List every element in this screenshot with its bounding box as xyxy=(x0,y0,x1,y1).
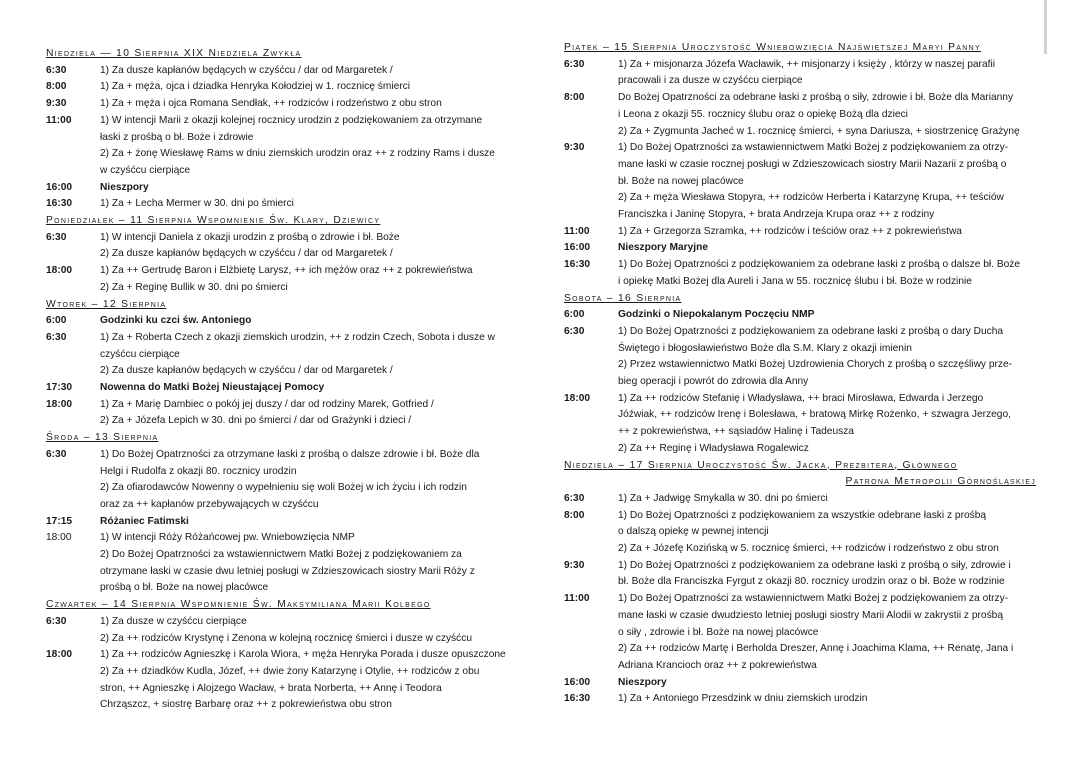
day-heading xyxy=(46,297,516,314)
intentions xyxy=(618,591,1050,675)
intentions xyxy=(618,90,1050,140)
intention-text: 2) Za + Józefę Kozińską w 5. rocznicę śmierci, ++ rodziców i rodzeństwo z obu stron xyxy=(618,543,999,555)
day-heading-line: Niedziela – 17 Sierpnia Uroczystość Św. Jacka, Prezbitera, Głównego xyxy=(564,459,958,471)
intentions xyxy=(618,491,1050,508)
intention-text: 1) W intencji Marii z okazji kolejnej rocznicy urodzin z podziękowaniem za otrzymane łaski z prośbą o bł. Boże i zdrowie xyxy=(100,114,483,143)
mass-time: 6:30 xyxy=(564,58,585,70)
day-heading-line: Czwartek – 14 Sierpnia Wspomnienie Św. Maksymiliana Marii Kolbego xyxy=(46,599,431,611)
intention-text: 1) Do Bożej Opatrzności za wstawiennictwem Matki Bożej z podziękowaniem za otrzy- mane łaski w czasie rocznej posługi w Zdzieszowicach siostry Marii Nazarii z prośbą o bł. Boże na nowej placówce xyxy=(618,142,1009,187)
intention-text: 1) Do Bożej Opatrzności z podziękowaniem za odebrane łaski z prośbą o dalsze bł. Boże i opiekę Matki Bożej dla Aureli i Jana w 55. rocznicę ślubu i bł. Boże w rodzinie xyxy=(618,259,1021,287)
mass-time: 11:00 xyxy=(46,114,72,126)
intention-text: Różaniec Fatimski xyxy=(100,515,189,527)
mass-time: 16:30 xyxy=(564,259,591,271)
intention-text: 1) Za + męża i ojca Romana Sendłak, ++ rodziców i rodzeństwo z obu stron xyxy=(100,98,442,110)
intentions xyxy=(100,614,516,647)
intention-text: 2) Do Bożej Opatrzności za wstawiennictwem Matki Bożej z podziękowaniem za otrzymane łaski w czasie dwu letniej posługi w Zdzieszowicach siostry Marii Róży z prośbą o bł. Boże na nowej placówce xyxy=(100,549,475,594)
day-heading xyxy=(46,46,516,63)
mass-entry xyxy=(46,196,516,213)
day-heading xyxy=(564,40,1050,57)
intention-text: 2) Za + żonę Wiesławę Rams w dniu ziemskich urodzin oraz ++ z rodziny Rams i dusze w czyśćcu cierpiące xyxy=(100,148,495,176)
intentions xyxy=(100,63,516,80)
mass-entry xyxy=(564,140,1050,224)
mass-time: 6:30 xyxy=(46,331,67,343)
day-section xyxy=(564,291,1050,458)
mass-entry xyxy=(46,79,516,96)
intention-text: 2) Za dusze kapłanów będących w czyśćcu / dar od Margaretek / xyxy=(100,248,393,260)
day-section xyxy=(46,213,516,297)
mass-time: 16:00 xyxy=(564,242,591,254)
day-heading-line: Poniedziałek – 11 Sierpnia Wspomnienie Św. Klary, Dziewicy xyxy=(46,215,381,227)
intention-text: 2) Przez wstawiennictwo Matki Bożej Uzdrowienia Chorych z prośbą o szczęśliwy prze- bieg operacji i powrót do zdrowia dla Anny xyxy=(618,359,1013,388)
intentions xyxy=(618,324,1050,391)
day-section xyxy=(46,46,516,213)
mass-entry xyxy=(564,491,1050,508)
day-section xyxy=(46,597,516,714)
intentions xyxy=(618,257,1050,290)
intention-text: 2) Za ofiarodawców Nowenny o wypełnieniu się woli Bożej w ich życiu i ich rodzin oraz za ++ kapłanów przebywających w czyśćcu xyxy=(100,482,467,510)
intentions xyxy=(100,330,516,380)
intention-text: Godzinki ku czci św. Antoniego xyxy=(100,315,252,327)
intention-text: Nowenna do Matki Bożej Nieustającej Pomocy xyxy=(100,382,325,394)
mass-time: 6:30 xyxy=(564,492,585,504)
intention-text: Do Bożej Opatrzności za odebrane łaski z prośbą o siły, zdrowie i bł. Boże dla Marianny i Leona z okazji 55. rocznicy ślubu oraz o opiekę Bożą dla dzieci xyxy=(618,92,1014,120)
day-heading-line: Środa – 13 Sierpnia xyxy=(46,432,159,444)
intention-text: 1) Za + męża, ojca i dziadka Henryka Kołodziej w 1. rocznicę śmierci xyxy=(100,81,410,93)
intention-text: Nieszpory xyxy=(100,181,149,193)
mass-entry xyxy=(46,614,516,647)
intention-text: 2) Za ++ rodziców Krystynę i Zenona w kolejną rocznicę śmierci i dusze w czyśćcu xyxy=(100,632,472,644)
day-heading xyxy=(46,597,516,614)
intentions xyxy=(100,196,516,213)
mass-entry xyxy=(46,380,516,397)
mass-time: 18:00 xyxy=(564,392,591,404)
mass-entry xyxy=(46,230,516,263)
intention-text: 1) Za + Grzegorza Szramka, ++ rodziców i teściów oraz ++ z pokrewieństwa xyxy=(618,225,962,237)
mass-time: 6:00 xyxy=(46,315,67,327)
day-section xyxy=(564,40,1050,291)
intentions xyxy=(618,224,1050,241)
intentions xyxy=(100,647,516,714)
intention-text: 1) Za + Lecha Mermer w 30. dni po śmierci xyxy=(100,198,294,210)
intention-text: 2) Za + Zygmunta Jacheć w 1. rocznicę śmierci, + syna Dariusza, + siostrzenicę Grażynę xyxy=(618,125,1020,137)
intention-text: 1) Do Bożej Opatrzności za otrzymane łaski z prośbą o dalsze zdrowie i bł. Boże dla Helgi i Rudolfa z okazji 80. rocznicy urodzin xyxy=(100,448,480,477)
mass-entry xyxy=(564,224,1050,241)
mass-time: 11:00 xyxy=(564,593,590,605)
intentions xyxy=(100,96,516,113)
intention-text: 1) Za + Antoniego Przesdzink w dniu ziemskich urodzin xyxy=(618,693,868,705)
mass-time: 9:30 xyxy=(564,142,585,154)
mass-entry xyxy=(46,313,516,330)
mass-entry xyxy=(46,514,516,531)
mass-time: 16:00 xyxy=(46,181,73,193)
day-heading-line: Piątek – 15 Sierpnia Uroczystość Wniebowzięcia Najświętszej Maryi Panny xyxy=(564,42,981,53)
mass-entry xyxy=(564,257,1050,290)
intentions xyxy=(618,508,1050,558)
intentions xyxy=(100,380,516,397)
intention-text: 1) Za ++ Gertrudę Baron i Elżbietę Larysz, ++ ich mężów oraz ++ z pokrewieństwa xyxy=(100,265,473,277)
mass-entry xyxy=(46,647,516,714)
mass-entry xyxy=(564,675,1050,692)
right-column xyxy=(564,0,1050,708)
mass-entry xyxy=(564,591,1050,675)
mass-time: 8:00 xyxy=(564,92,585,104)
mass-entry xyxy=(46,180,516,197)
mass-time: 6:00 xyxy=(564,309,585,321)
intention-text: Godzinki o Niepokalanym Poczęciu NMP xyxy=(618,309,815,321)
mass-entry xyxy=(564,57,1050,90)
intentions xyxy=(618,558,1050,591)
intention-text: 1) Za dusze kapłanów będących w czyśćcu / dar od Margaretek / xyxy=(100,64,393,76)
intention-text: Nieszpory Maryjne xyxy=(618,242,709,254)
day-heading xyxy=(564,291,1050,308)
mass-time: 6:30 xyxy=(46,615,67,627)
day-heading xyxy=(564,458,1050,491)
left-column xyxy=(46,0,516,714)
mass-entry xyxy=(564,391,1050,458)
mass-entry xyxy=(46,530,516,597)
day-section xyxy=(46,297,516,431)
mass-time: 9:30 xyxy=(46,98,67,110)
day-heading-line: Niedziela — 10 Sierpnia XIX Niedziela Zwykła xyxy=(46,48,302,59)
intentions xyxy=(100,447,516,514)
intention-text: 1) Za + Jadwigę Smykalla w 30. dni po śmierci xyxy=(618,492,828,504)
intention-text: 2) Za + Józefa Lepich w 30. dni po śmierci / dar od Grażynki i dzieci / xyxy=(100,415,412,427)
intentions xyxy=(100,263,516,296)
intentions xyxy=(100,230,516,263)
day-section xyxy=(564,458,1050,709)
intentions xyxy=(618,57,1050,90)
intention-text: 2) Za ++ dziadków Kudla, Józef, ++ dwie żony Katarzynę i Otylie, ++ rodziców z obu stron, ++ Agnieszkę i Alojzego Wacław, + brata Norberta, ++ Annę i Teodora Chrząszcz, + siostrę Barbarę oraz ++ z pokrewieństwa obu stron xyxy=(100,665,480,711)
mass-entry xyxy=(564,324,1050,391)
intention-text: 1) Za + misjonarza Józefa Wacławik, ++ misjonarzy i księży , którzy w naszej parafii pracowali i za dusze w czyśćcu cierpiące xyxy=(618,58,995,87)
mass-time: 17:15 xyxy=(46,515,73,527)
mass-entry xyxy=(564,240,1050,257)
mass-entry xyxy=(46,330,516,380)
day-heading-line: Patrona Metropolii Górnośląskiej xyxy=(845,476,1036,488)
mass-time: 8:00 xyxy=(564,509,585,521)
intentions xyxy=(618,691,1050,708)
intention-text: 1) W intencji Daniela z okazji urodzin z prośbą o zdrowie i bł. Boże xyxy=(100,231,400,243)
mass-time: 11:00 xyxy=(564,225,590,237)
day-heading-line: Wtorek – 12 Sierpnia xyxy=(46,298,167,310)
intention-text: 2) Za + Reginę Bullik w 30. dni po śmierci xyxy=(100,281,288,293)
mass-time: 6:30 xyxy=(564,325,585,337)
mass-time: 18:00 xyxy=(46,649,73,661)
intentions xyxy=(100,397,516,430)
day-heading xyxy=(46,213,516,230)
intention-text: 1) Do Bożej Opatrzności z podziękowaniem za wszystkie odebrane łaski z prośbą o dalszą opiekę w pewnej intencji xyxy=(618,509,987,538)
intention-text: 2) Za ++ Reginę i Władysława Rogalewicz xyxy=(618,442,809,454)
mass-time: 16:30 xyxy=(46,198,73,210)
intention-text: 1) Za ++ rodziców Agnieszkę i Karola Wiora, + męża Henryka Porada i dusze opuszczone xyxy=(100,649,506,661)
mass-time: 17:30 xyxy=(46,382,73,394)
intentions xyxy=(100,313,516,330)
mass-time: 18:00 xyxy=(46,265,73,277)
intention-text: 1) Do Bożej Opatrzności z podziękowaniem za odebrane łaski z prośbą o siły, zdrowie i bł. Boże dla Franciszka Fyrgut z okazji 80. rocznicy urodzin oraz o bł. Boże w rodzinie xyxy=(618,559,1011,588)
mass-time: 8:00 xyxy=(46,81,67,93)
intention-text: 1) Za ++ rodziców Stefanię i Władysława, ++ braci Mirosława, Edwarda i Jerzego Jóźwiak, ++ rodziców Irenę i Bolesława, + bratową Mirkę Rożenko, + szwagra Jerzego, ++ z pokrewieństwa, ++ sąsiadów Halinę i Tadeusza xyxy=(618,392,1011,438)
intentions xyxy=(100,113,516,180)
intention-text: 2) Za ++ rodziców Martę i Berholda Dreszer, Annę i Joachima Klama, ++ Renatę, Jana i Adriana Krancioch oraz ++ z pokrewieństwa xyxy=(618,643,1014,671)
mass-entry xyxy=(564,90,1050,140)
mass-entry xyxy=(46,63,516,80)
intentions xyxy=(100,180,516,197)
mass-entry xyxy=(46,447,516,514)
intention-text: 2) Za + męża Wiesława Stopyra, ++ rodziców Herberta i Katarzynę Krupa, ++ teściów Franciszka i Janinę Stopyra, + brata Andrzeja Krupa oraz ++ z rodziny xyxy=(618,192,1004,221)
mass-entry xyxy=(564,691,1050,708)
mass-time: 18:00 xyxy=(46,532,72,544)
intentions xyxy=(618,240,1050,257)
day-heading-line: Sobota – 16 Sierpnia xyxy=(564,292,682,304)
mass-time: 16:30 xyxy=(564,693,591,705)
mass-entry xyxy=(564,307,1050,324)
intention-text: 1) Za + Roberta Czech z okazji ziemskich urodzin, ++ z rodzin Czech, Sobota i dusze w czyśćcu cierpiące xyxy=(100,331,495,360)
intentions xyxy=(100,79,516,96)
mass-entry xyxy=(564,508,1050,558)
intentions xyxy=(618,675,1050,692)
intention-text: 1) W intencji Róży Różańcowej pw. Wniebowzięcia NMP xyxy=(100,532,355,544)
mass-time: 6:30 xyxy=(46,231,67,243)
intention-text: 1) Za + Marię Dambiec o pokój jej duszy / dar od rodziny Marek, Gotfried / xyxy=(100,398,434,410)
mass-time: 18:00 xyxy=(46,398,73,410)
mass-entry xyxy=(46,113,516,180)
intention-text: Nieszpory xyxy=(618,676,667,688)
mass-time: 6:30 xyxy=(46,448,67,460)
intention-text: 1) Do Bożej Opatrzności z podziękowaniem za odebrane łaski z prośbą o dary Ducha Świętego i błogosławieństwo Boże dla S.M. Klary z okazji imienin xyxy=(618,325,1004,354)
intention-text: 1) Do Bożej Opatrzności za wstawiennictwem Matki Bożej z podziękowaniem za otrzy- mane łaski w czasie dwudziesto letniej posługi siostry Marii Alodii w zakrystii z prośbą o siły , zdrowie i bł. Boże na nowej placówce xyxy=(618,593,1009,638)
intentions xyxy=(100,530,516,597)
day-heading xyxy=(46,430,516,447)
intentions xyxy=(618,307,1050,324)
intentions xyxy=(618,140,1050,224)
intention-text: 2) Za dusze kapłanów będących w czyśćcu / dar od Margaretek / xyxy=(100,365,393,377)
mass-entry xyxy=(46,96,516,113)
mass-time: 16:00 xyxy=(564,676,591,688)
mass-entry xyxy=(46,263,516,296)
intentions xyxy=(618,391,1050,458)
intentions xyxy=(100,514,516,531)
mass-time: 6:30 xyxy=(46,64,67,76)
day-section xyxy=(46,430,516,597)
mass-entry xyxy=(564,558,1050,591)
mass-time: 9:30 xyxy=(564,559,585,571)
mass-entry xyxy=(46,397,516,430)
intention-text: 1) Za dusze w czyśćcu cierpiące xyxy=(100,615,247,627)
